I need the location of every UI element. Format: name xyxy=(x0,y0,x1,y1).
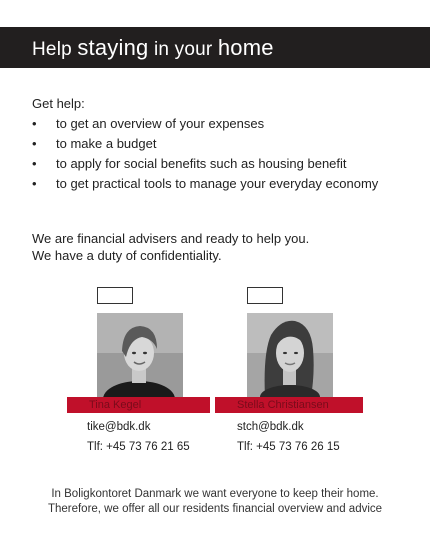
footer-text xyxy=(40,487,390,517)
list-item: • to make a budget xyxy=(32,137,402,150)
list-item: • to get an overview of your expenses xyxy=(32,117,402,130)
empty-label-box xyxy=(247,287,283,304)
advisers-statement xyxy=(32,230,309,264)
footer-paragraph: In Boligkontoret Danmark we want everyone to keep their home. Therefore, we offer all our residents financial overview and advice xyxy=(47,488,383,515)
page-title xyxy=(32,35,274,61)
help-list xyxy=(32,117,402,197)
adviser-contact xyxy=(87,417,190,457)
adviser-name-bar: Tina Kegel xyxy=(67,397,210,413)
adviser-name-bar: Stella Christiansen xyxy=(215,397,363,413)
adviser-photo xyxy=(97,313,183,397)
advisers-line-2: We have a duty of confidentiality. xyxy=(32,248,222,263)
title-part-staying: staying xyxy=(77,34,149,60)
intro-text: Get help: xyxy=(32,96,85,111)
empty-label-box xyxy=(97,287,133,304)
title-part-help: Help xyxy=(32,38,78,60)
header-banner xyxy=(0,27,430,68)
portrait-long-hair-woman-icon xyxy=(247,313,333,397)
adviser-phone: Tlf: +45 73 76 21 65 xyxy=(87,441,190,453)
advisers-line-1: We are financial advisers and ready to help you. xyxy=(32,231,310,246)
list-item: • to apply for social benefits such as housing benefit xyxy=(32,157,402,170)
adviser-email[interactable]: stch@bdk.dk xyxy=(237,421,304,433)
adviser-email[interactable]: tike@bdk.dk xyxy=(87,421,151,433)
adviser-phone: Tlf: +45 73 76 26 15 xyxy=(237,441,340,453)
adviser-contact xyxy=(237,417,340,457)
title-part-home: home xyxy=(217,34,274,60)
portrait-short-hair-woman-icon xyxy=(97,313,183,397)
list-item: • to get practical tools to manage your everyday economy xyxy=(32,177,402,190)
adviser-photo xyxy=(247,313,333,397)
title-part-in-your: in your xyxy=(148,38,218,60)
